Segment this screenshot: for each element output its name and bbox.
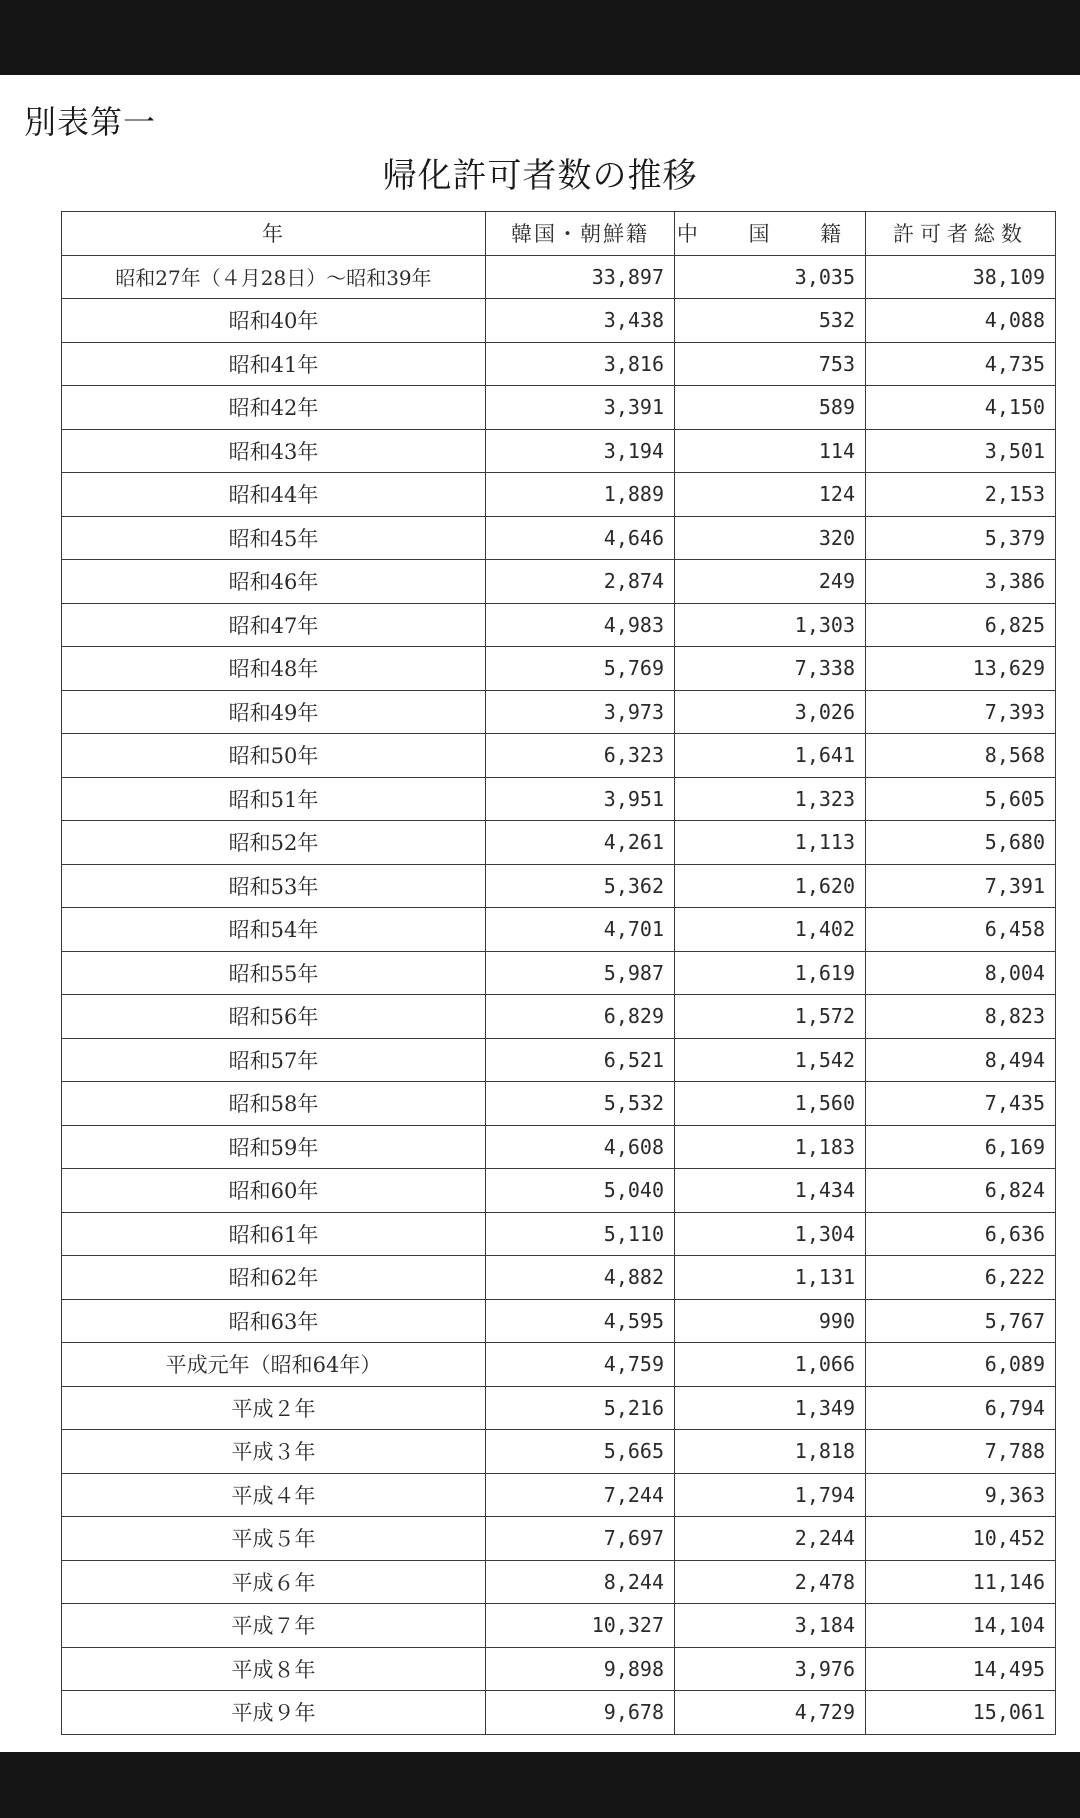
table-row — [62, 951, 1056, 995]
cell-korea: 6,521 — [486, 1038, 675, 1082]
table-row — [62, 429, 1056, 473]
cell-total: 6,458 — [866, 908, 1056, 952]
table-row — [62, 864, 1056, 908]
cell-china: 2,478 — [675, 1560, 866, 1604]
cell-korea: 5,110 — [486, 1212, 675, 1256]
cell-korea: 4,882 — [486, 1256, 675, 1300]
cell-china: 1,183 — [675, 1125, 866, 1169]
cell-year: 平成７年 — [62, 1604, 486, 1648]
cell-total: 6,794 — [866, 1386, 1056, 1430]
cell-korea: 5,532 — [486, 1082, 675, 1126]
cell-total: 7,391 — [866, 864, 1056, 908]
table-row — [62, 1082, 1056, 1126]
cell-korea: 10,327 — [486, 1604, 675, 1648]
cell-year: 昭和56年 — [62, 995, 486, 1039]
header-korea: 韓国・朝鮮籍 — [486, 212, 675, 256]
cell-china: 3,976 — [675, 1647, 866, 1691]
cell-china: 1,619 — [675, 951, 866, 995]
cell-korea: 2,874 — [486, 560, 675, 604]
cell-china: 1,304 — [675, 1212, 866, 1256]
table-row — [62, 1038, 1056, 1082]
cell-china: 1,323 — [675, 777, 866, 821]
cell-total: 14,495 — [866, 1647, 1056, 1691]
cell-year: 昭和59年 — [62, 1125, 486, 1169]
table-row — [62, 255, 1056, 299]
cell-total: 14,104 — [866, 1604, 1056, 1648]
cell-total: 8,494 — [866, 1038, 1056, 1082]
cell-china: 124 — [675, 473, 866, 517]
cell-year: 平成３年 — [62, 1430, 486, 1474]
cell-total: 3,386 — [866, 560, 1056, 604]
cell-total: 5,767 — [866, 1299, 1056, 1343]
cell-total: 5,680 — [866, 821, 1056, 865]
cell-year: 平成２年 — [62, 1386, 486, 1430]
cell-year: 昭和44年 — [62, 473, 486, 517]
table-row — [62, 603, 1056, 647]
table-row — [62, 1560, 1056, 1604]
cell-year: 昭和45年 — [62, 516, 486, 560]
cell-total: 15,061 — [866, 1691, 1056, 1735]
cell-total: 4,088 — [866, 299, 1056, 343]
cell-total: 8,004 — [866, 951, 1056, 995]
cell-year: 昭和27年（４月28日）～昭和39年 — [62, 255, 486, 299]
cell-korea: 5,362 — [486, 864, 675, 908]
cell-year: 昭和42年 — [62, 386, 486, 430]
cell-korea: 8,244 — [486, 1560, 675, 1604]
bottom-black-bar — [0, 1752, 1080, 1818]
cell-total: 2,153 — [866, 473, 1056, 517]
table-row — [62, 690, 1056, 734]
cell-year: 昭和46年 — [62, 560, 486, 604]
cell-year: 昭和53年 — [62, 864, 486, 908]
cell-year: 昭和47年 — [62, 603, 486, 647]
cell-china: 1,349 — [675, 1386, 866, 1430]
table-row — [62, 1517, 1056, 1561]
table-row — [62, 560, 1056, 604]
cell-korea: 7,697 — [486, 1517, 675, 1561]
cell-korea: 3,391 — [486, 386, 675, 430]
cell-total: 10,452 — [866, 1517, 1056, 1561]
table-row — [62, 1256, 1056, 1300]
cell-korea: 7,244 — [486, 1473, 675, 1517]
table-row — [62, 647, 1056, 691]
table-row — [62, 821, 1056, 865]
cell-china: 249 — [675, 560, 866, 604]
table-row — [62, 734, 1056, 778]
cell-total: 4,150 — [866, 386, 1056, 430]
table-row — [62, 299, 1056, 343]
table-row — [62, 1430, 1056, 1474]
cell-korea: 3,951 — [486, 777, 675, 821]
cell-china: 320 — [675, 516, 866, 560]
cell-china: 1,303 — [675, 603, 866, 647]
table-row — [62, 342, 1056, 386]
table-row — [62, 1691, 1056, 1735]
cell-korea: 4,983 — [486, 603, 675, 647]
cell-korea: 9,678 — [486, 1691, 675, 1735]
cell-korea: 4,759 — [486, 1343, 675, 1387]
cell-china: 532 — [675, 299, 866, 343]
cell-china: 2,244 — [675, 1517, 866, 1561]
table-row — [62, 516, 1056, 560]
cell-total: 7,435 — [866, 1082, 1056, 1126]
cell-total: 6,089 — [866, 1343, 1056, 1387]
cell-korea: 5,987 — [486, 951, 675, 995]
cell-korea: 5,040 — [486, 1169, 675, 1213]
header-year: 年 — [62, 212, 486, 256]
cell-china: 1,402 — [675, 908, 866, 952]
document-page — [0, 75, 1080, 1752]
cell-year: 昭和49年 — [62, 690, 486, 734]
header-total: 許可者総数 — [866, 212, 1056, 256]
cell-korea: 3,194 — [486, 429, 675, 473]
cell-china: 1,113 — [675, 821, 866, 865]
table-row — [62, 1299, 1056, 1343]
cell-korea: 3,973 — [486, 690, 675, 734]
cell-korea: 5,665 — [486, 1430, 675, 1474]
cell-year: 昭和57年 — [62, 1038, 486, 1082]
cell-total: 6,825 — [866, 603, 1056, 647]
cell-china: 3,026 — [675, 690, 866, 734]
cell-china: 1,560 — [675, 1082, 866, 1126]
cell-year: 昭和63年 — [62, 1299, 486, 1343]
table-row — [62, 777, 1056, 821]
cell-year: 昭和54年 — [62, 908, 486, 952]
cell-china: 1,066 — [675, 1343, 866, 1387]
cell-year: 平成５年 — [62, 1517, 486, 1561]
cell-year: 平成９年 — [62, 1691, 486, 1735]
cell-year: 昭和52年 — [62, 821, 486, 865]
cell-korea: 6,323 — [486, 734, 675, 778]
cell-china: 753 — [675, 342, 866, 386]
cell-korea: 9,898 — [486, 1647, 675, 1691]
cell-total: 38,109 — [866, 255, 1056, 299]
cell-korea: 4,646 — [486, 516, 675, 560]
cell-year: 昭和48年 — [62, 647, 486, 691]
cell-china: 1,434 — [675, 1169, 866, 1213]
table-row — [62, 1647, 1056, 1691]
table-row — [62, 1604, 1056, 1648]
cell-year: 昭和50年 — [62, 734, 486, 778]
cell-year: 昭和60年 — [62, 1169, 486, 1213]
cell-korea: 3,816 — [486, 342, 675, 386]
header-china: 中 国 籍 — [675, 212, 866, 256]
cell-total: 8,823 — [866, 995, 1056, 1039]
cell-total: 9,363 — [866, 1473, 1056, 1517]
cell-total: 7,393 — [866, 690, 1056, 734]
cell-china: 1,794 — [675, 1473, 866, 1517]
cell-total: 6,636 — [866, 1212, 1056, 1256]
cell-total: 7,788 — [866, 1430, 1056, 1474]
table-body — [62, 255, 1056, 1734]
cell-korea: 1,889 — [486, 473, 675, 517]
table-row — [62, 1212, 1056, 1256]
table-header-row — [62, 212, 1056, 256]
cell-china: 1,818 — [675, 1430, 866, 1474]
cell-china: 3,035 — [675, 255, 866, 299]
cell-china: 3,184 — [675, 1604, 866, 1648]
cell-year: 昭和55年 — [62, 951, 486, 995]
cell-china: 1,572 — [675, 995, 866, 1039]
cell-year: 昭和43年 — [62, 429, 486, 473]
table-row — [62, 473, 1056, 517]
cell-total: 13,629 — [866, 647, 1056, 691]
cell-total: 5,379 — [866, 516, 1056, 560]
cell-year: 昭和51年 — [62, 777, 486, 821]
cell-total: 11,146 — [866, 1560, 1056, 1604]
cell-total: 3,501 — [866, 429, 1056, 473]
cell-china: 114 — [675, 429, 866, 473]
cell-korea: 4,595 — [486, 1299, 675, 1343]
cell-korea: 4,701 — [486, 908, 675, 952]
cell-year: 平成８年 — [62, 1647, 486, 1691]
cell-year: 昭和61年 — [62, 1212, 486, 1256]
cell-total: 5,605 — [866, 777, 1056, 821]
cell-total: 4,735 — [866, 342, 1056, 386]
cell-total: 6,824 — [866, 1169, 1056, 1213]
cell-total: 6,222 — [866, 1256, 1056, 1300]
table-row — [62, 386, 1056, 430]
document-heading: 別表第一 — [24, 103, 157, 141]
cell-year: 昭和58年 — [62, 1082, 486, 1126]
cell-total: 6,169 — [866, 1125, 1056, 1169]
table-row — [62, 1169, 1056, 1213]
cell-year: 昭和40年 — [62, 299, 486, 343]
cell-total: 8,568 — [866, 734, 1056, 778]
cell-year: 平成４年 — [62, 1473, 486, 1517]
cell-china: 7,338 — [675, 647, 866, 691]
cell-china: 589 — [675, 386, 866, 430]
cell-korea: 33,897 — [486, 255, 675, 299]
cell-china: 1,620 — [675, 864, 866, 908]
naturalization-table — [61, 211, 1056, 1735]
cell-year: 平成６年 — [62, 1560, 486, 1604]
cell-china: 990 — [675, 1299, 866, 1343]
cell-year: 昭和62年 — [62, 1256, 486, 1300]
cell-year: 平成元年（昭和64年） — [62, 1343, 486, 1387]
cell-china: 4,729 — [675, 1691, 866, 1735]
table-row — [62, 1125, 1056, 1169]
table-row — [62, 1386, 1056, 1430]
cell-korea: 5,216 — [486, 1386, 675, 1430]
cell-korea: 6,829 — [486, 995, 675, 1039]
cell-korea: 4,608 — [486, 1125, 675, 1169]
document-title: 帰化許可者数の推移 — [382, 156, 698, 196]
cell-china: 1,131 — [675, 1256, 866, 1300]
cell-korea: 5,769 — [486, 647, 675, 691]
cell-year: 昭和41年 — [62, 342, 486, 386]
table-row — [62, 1343, 1056, 1387]
cell-china: 1,542 — [675, 1038, 866, 1082]
top-black-bar — [0, 0, 1080, 75]
cell-korea: 4,261 — [486, 821, 675, 865]
table-row — [62, 995, 1056, 1039]
cell-korea: 3,438 — [486, 299, 675, 343]
table-row — [62, 1473, 1056, 1517]
table-row — [62, 908, 1056, 952]
cell-china: 1,641 — [675, 734, 866, 778]
